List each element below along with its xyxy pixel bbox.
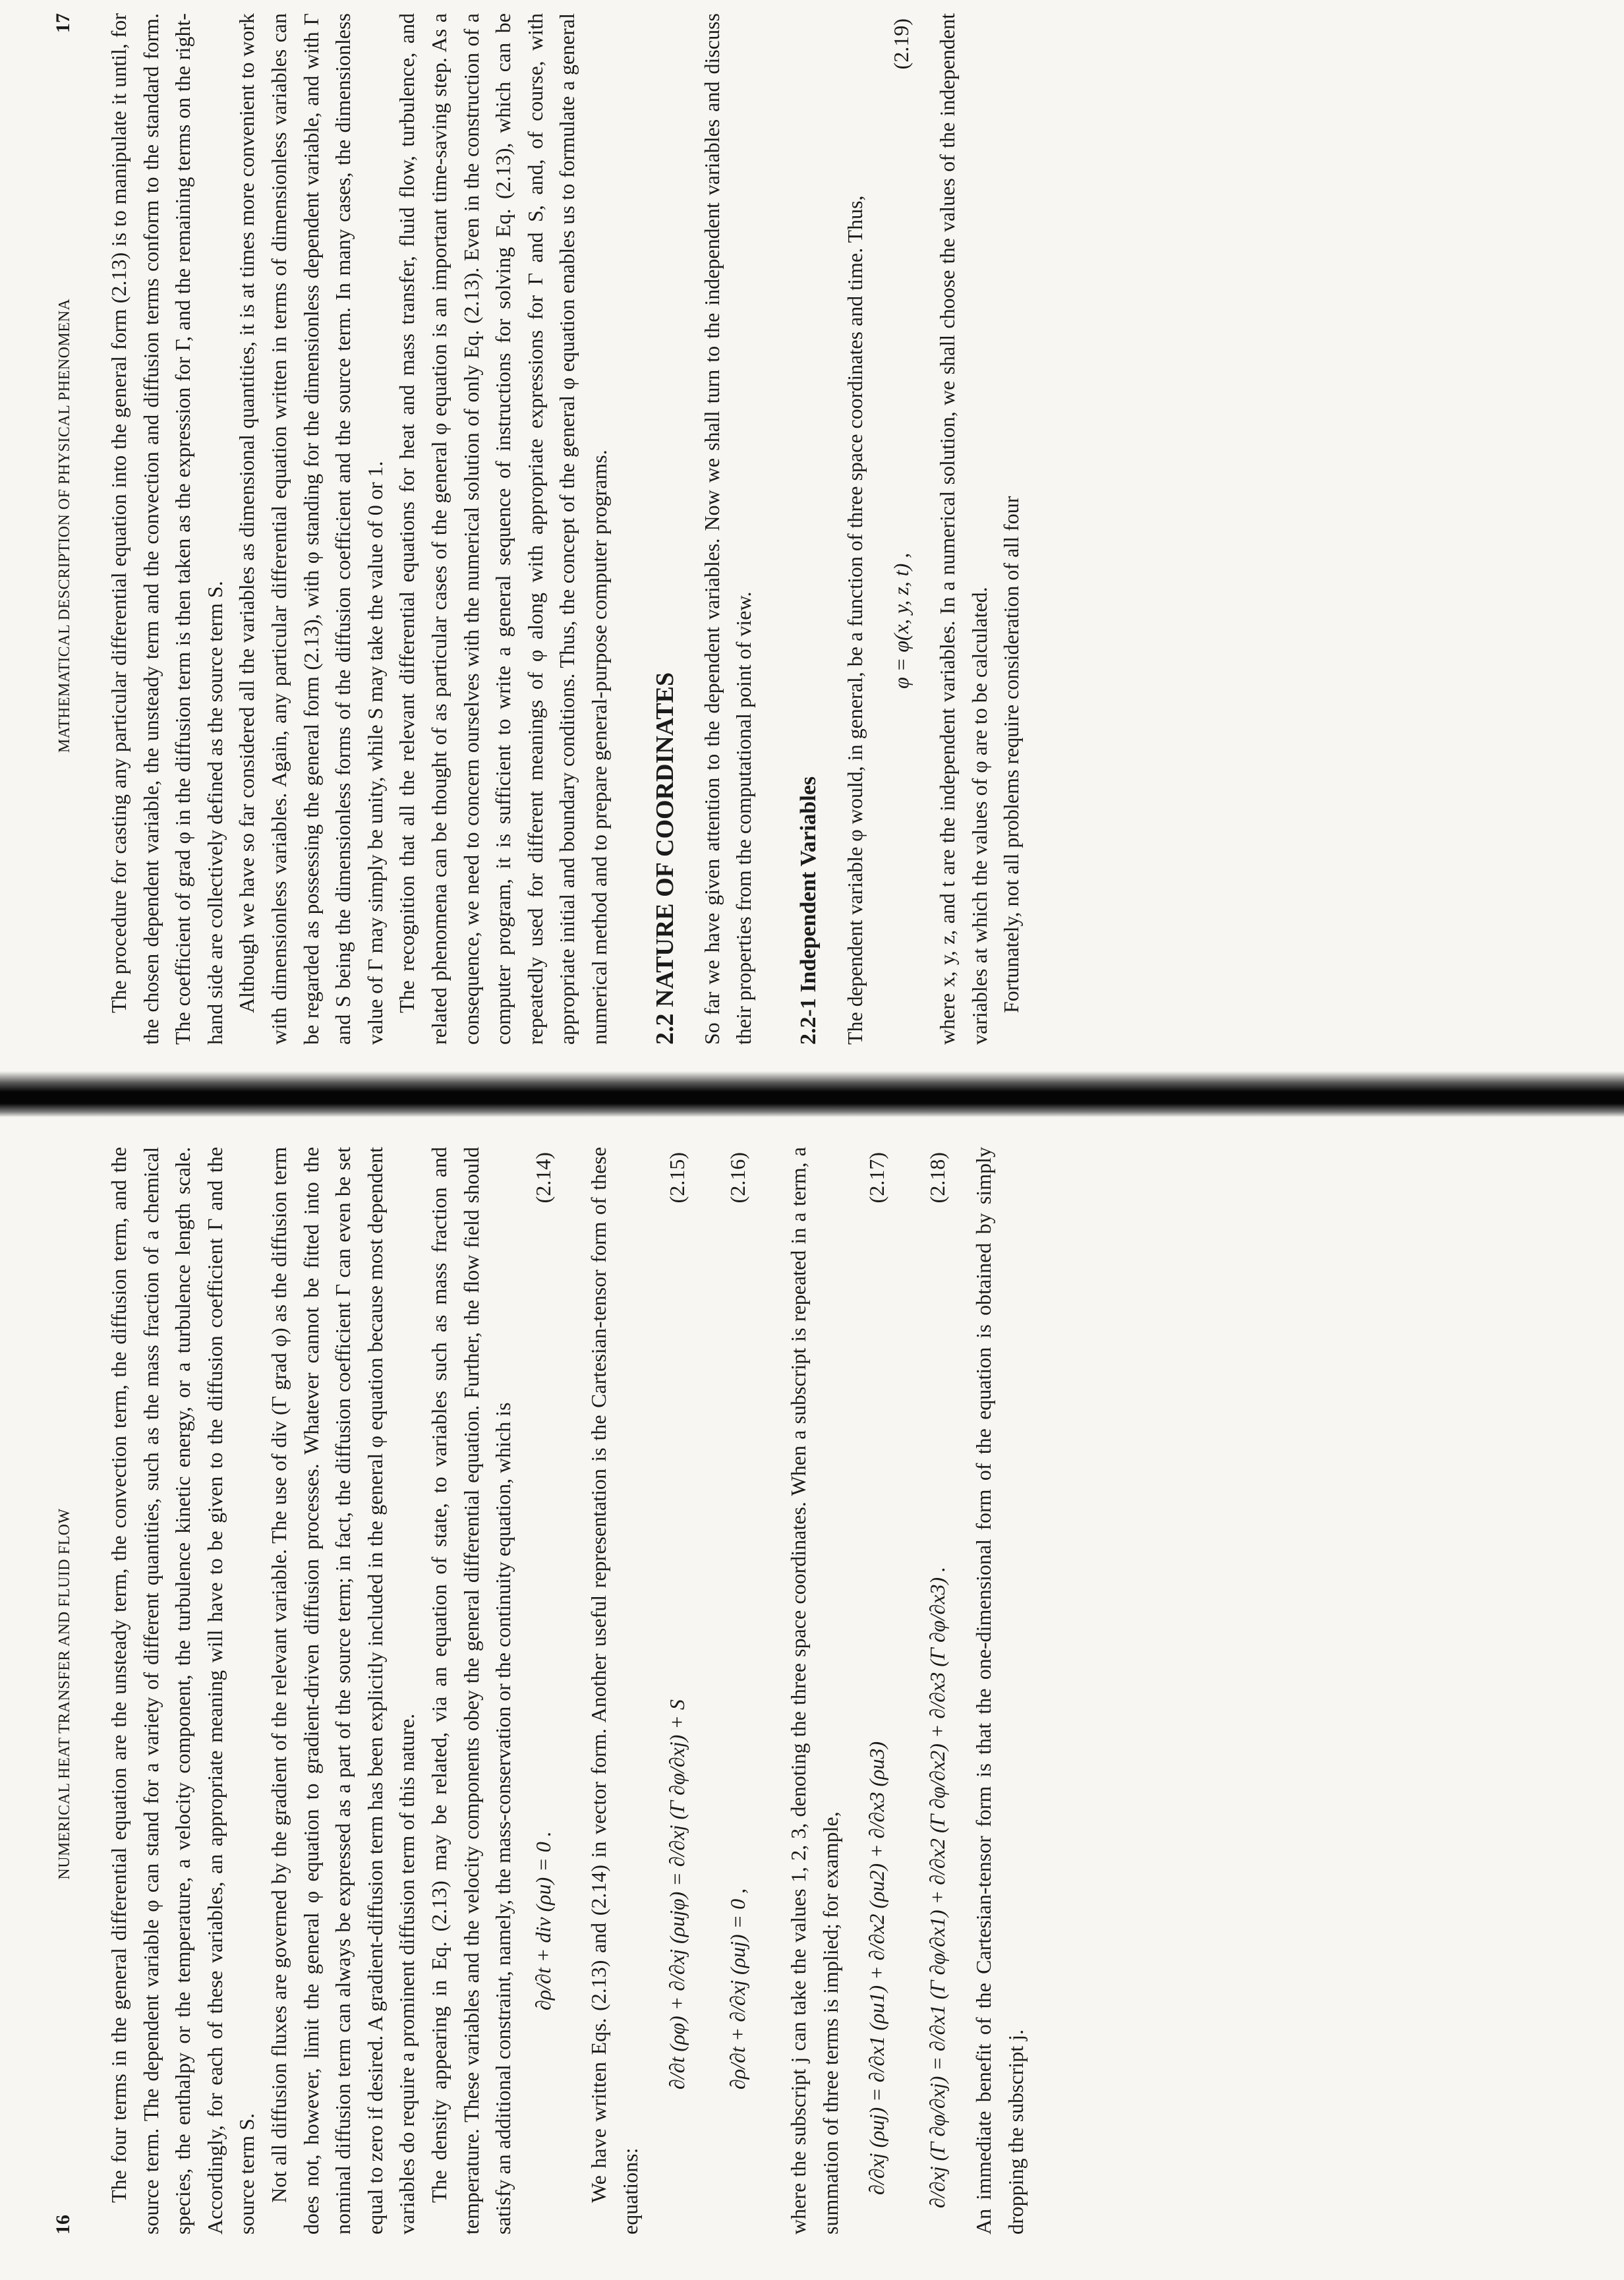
paragraph: where x, y, z, and t are the independent variables. In a numerical solution, we shall choose the values of the independent variables at which the values of φ are to be calculated. bbox=[935, 13, 991, 1045]
page-16 bbox=[47, 1147, 1031, 2235]
equation-2-19 bbox=[871, 13, 931, 1045]
paragraph: Fortunately, not all problems require consideration of all four bbox=[999, 496, 1024, 1013]
page-number: 17 bbox=[52, 13, 74, 34]
paragraph: The four terms in the general differential equation are the unsteady term, the convection term, the diffusion term, and the source term. The dependent variable φ can stand for a variety of different quantities, such as the mass fraction of a chemical species, the enthalpy or the temperature, a velocity component, the turbulence kinetic energy, or a turbulence length scale. Accordingly, for each of these variables, an appropriate meaning will have to be given to the diffusion coefficient Γ and the source term S. bbox=[107, 1147, 259, 2235]
paragraph: The recognition that all the relevant differential equations for heat and mass transfer, fluid flow, turbulence, and related phenomena can be thought of as particular cases of the general φ equation is an important time-saving step. As a consequence, we need to concern ourselves with the numerical solution of only Eq. (2.13). Even in the construction of a computer program, it is sufficient to write a general sequence of instructions for solving Eq. (2.13), which can be repeatedly used for different meanings of φ along with appropriate expressions for Γ and S, and, of course, with appropriate initial and boundary conditions. Thus, the concept of the general φ equation enables us to formulate a general numerical method and to prepare general-purpose computer programs. bbox=[395, 13, 611, 1045]
running-head bbox=[47, 13, 74, 1045]
paragraph: So far we have given attention to the dependent variables. Now we shall turn to the independent variables and discuss their properties from the computational point of view. bbox=[699, 13, 756, 1045]
equation-number: (2.19) bbox=[888, 18, 913, 70]
equation-number: (2.18) bbox=[925, 1152, 949, 1204]
equation-body: ∂/∂xj (Γ ∂φ/∂xj) = ∂/∂x1 (Γ ∂φ/∂x1) + ∂/∂x2 (Γ ∂φ/∂x2) + ∂/∂x3 (Γ ∂φ/∂x3) . bbox=[925, 1566, 949, 2208]
equation-2-18 bbox=[907, 1147, 968, 2235]
equation-body: ∂ρ/∂t + div (ρu) = 0 . bbox=[531, 1831, 556, 2010]
equation-2-14 bbox=[519, 1147, 568, 2235]
equation-number: (2.16) bbox=[725, 1152, 749, 1204]
page-gutter bbox=[0, 1071, 1624, 1117]
equation-body: ∂/∂xj (ρuj) = ∂/∂x1 (ρu1) + ∂/∂x2 (ρu2) + ∂/∂x3 (ρu3) bbox=[864, 1741, 888, 2195]
subsection-heading: 2.2-1 Independent Variables bbox=[796, 776, 821, 1045]
section-heading: 2.2 NATURE OF COORDINATES bbox=[651, 672, 679, 1045]
equation-body: ∂ρ/∂t + ∂/∂xj (ρuj) = 0 , bbox=[725, 1888, 749, 2090]
equation-2-17 bbox=[846, 1147, 907, 2235]
paragraph: Although we have so far considered all the variables as dimensional quantities, it is at times more convenient to work with dimensionless variables. Again, any particular differential equation written in terms of dimensionless variables can be regarded as possessing the general form (2.13), with φ standing for the dimensionless dependent variable, and with Γ and S being the dimensionless forms of the diffusion coefficient and the source term. In many cases, the dimensionless value of Γ may simply be unity, while S may take the value of 0 or 1. bbox=[235, 13, 387, 1045]
page-17 bbox=[47, 13, 1028, 1045]
running-head bbox=[47, 1147, 74, 2235]
paragraph: The procedure for casting any particular differential equation into the general form (2.13) is to manipulate it until, for the chosen dependent variable, the unsteady term and the convection and diffusion terms conform to the standard form. The coefficient of grad φ in the diffusion term is then taken as the expression for Γ, and the remaining terms on the right-hand side are collectively defined as the source term S. bbox=[107, 13, 227, 1045]
paragraph: The density appearing in Eq. (2.13) may be related, via an equation of state, to variables such as mass fraction and temperature. These variables and the velocity components obey the general differential equation. Further, the flow field should satisfy an additional constraint, namely, the mass-conservation or the continuity equation, which is bbox=[426, 1147, 515, 2235]
equation-body: ∂/∂t (ρφ) + ∂/∂xj (ρujφ) = ∂/∂xj (Γ ∂φ/∂xj) + S bbox=[664, 1699, 689, 2090]
equation-2-16 bbox=[707, 1147, 768, 2235]
equation-number: (2.14) bbox=[531, 1152, 556, 1204]
equation-number: (2.15) bbox=[664, 1152, 689, 1204]
running-head-title: NUMERICAL HEAT TRANSFER AND FLUID FLOW bbox=[56, 1508, 73, 1880]
page-number: 16 bbox=[52, 2215, 74, 2235]
paragraph: The dependent variable φ would, in general, be a function of three space coordinates and time. Thus, bbox=[842, 195, 867, 1045]
paragraph: where the subscript j can take the values 1, 2, 3, denoting the three space coordinates. When a subscript is repeated in a term, a summation of three terms is implied; for example, bbox=[786, 1147, 842, 2235]
paragraph: Not all diffusion fluxes are governed by the gradient of the relevant variable. The use of div (Γ grad φ) as the diffusion term does not, however, limit the general φ equation to gradient-driven diffusion processes. Whatever cannot be fitted into the nominal diffusion term can always be expressed as a part of the source term; in fact, the diffusion coefficient Γ can even be set equal to zero if desired. A gradient-diffusion term has been explicitly included in the general φ equation because most dependent variables do require a prominent diffusion term of this nature. bbox=[266, 1147, 419, 2235]
equation-number: (2.17) bbox=[864, 1152, 888, 1204]
paragraph: We have written Eqs. (2.13) and (2.14) in vector form. Another useful representation is the Cartesian-tensor form of these equations: bbox=[586, 1147, 643, 2235]
equation-2-15 bbox=[647, 1147, 707, 2235]
running-head-title: MATHEMATICAL DESCRIPTION OF PHYSICAL PHENOMENA bbox=[56, 298, 73, 753]
paragraph: An immediate benefit of the Cartesian-tensor form is that the one-dimensional form of the equation is obtained by simply dropping the subscript j. bbox=[972, 1147, 1028, 2235]
equation-body: φ = φ(x, y, z, t) , bbox=[888, 552, 913, 689]
